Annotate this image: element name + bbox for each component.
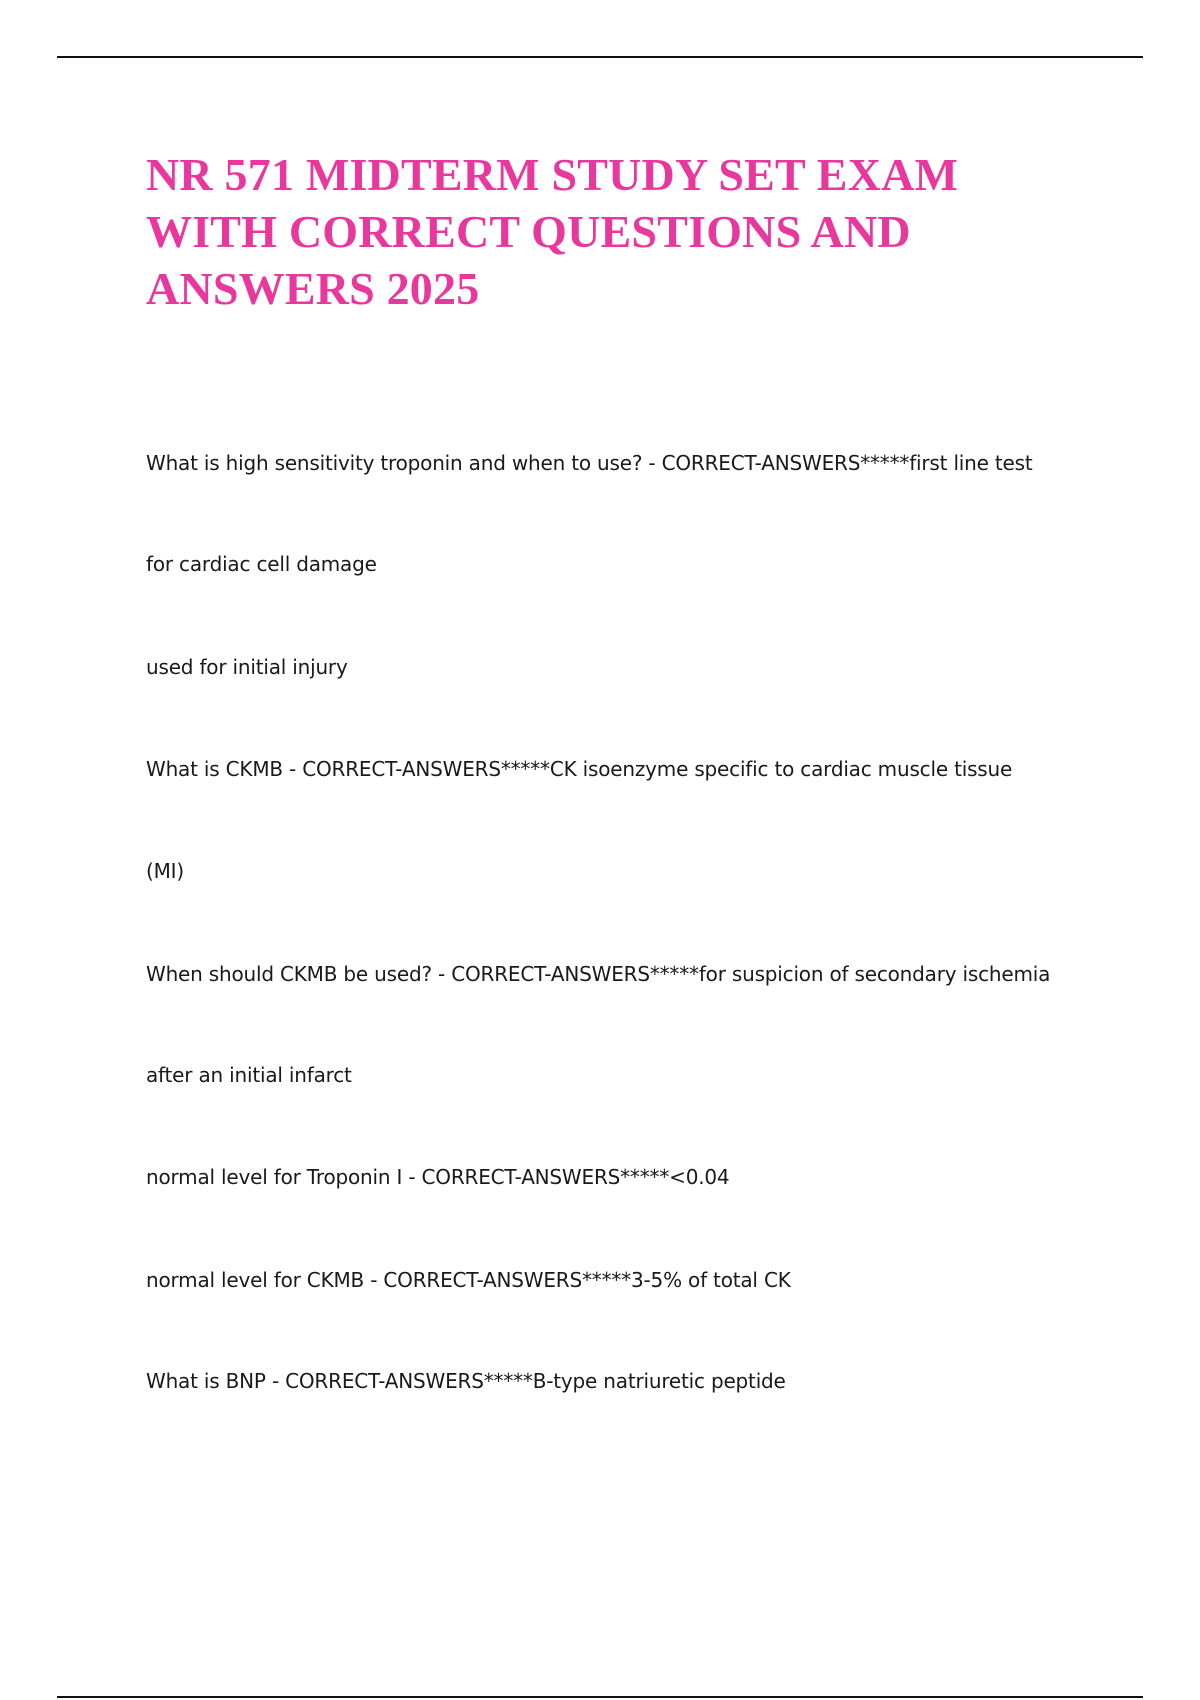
text-line-1: What is high sensitivity troponin and when to use? - CORRECT-ANSWERS*****first line test [146, 451, 1033, 475]
text-line-9: normal level for CKMB - CORRECT-ANSWERS*****3-5% of total CK [146, 1268, 791, 1292]
text-line-7: after an initial infarct [146, 1063, 352, 1087]
text-line-6: When should CKMB be used? - CORRECT-ANSWERS*****for suspicion of secondary ischemia [146, 962, 1051, 986]
text-line-10: What is BNP - CORRECT-ANSWERS*****B-type natriuretic peptide [146, 1369, 786, 1393]
text-line-5: (MI) [146, 859, 184, 883]
text-line-8: normal level for Troponin I - CORRECT-ANSWERS*****<0.04 [146, 1165, 730, 1189]
text-line-4: What is CKMB - CORRECT-ANSWERS*****CK isoenzyme specific to cardiac muscle tissue [146, 757, 1013, 781]
text-line-3: used for initial injury [146, 655, 348, 679]
footer-rule [57, 1696, 1143, 1698]
text-line-2: for cardiac cell damage [146, 552, 377, 576]
qa-content [146, 0, 1146, 1700]
document-title: NR 571 MIDTERM STUDY SET EXAM WITH CORRECT QUESTIONS AND ANSWERS 2025 [146, 149, 959, 314]
